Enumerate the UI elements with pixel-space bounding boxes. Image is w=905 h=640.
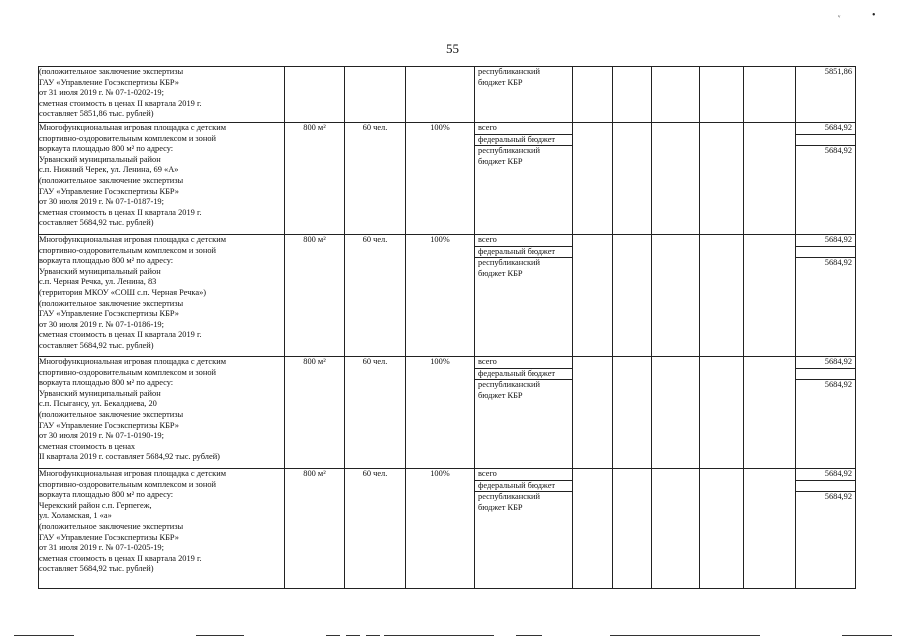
table-row [39, 235, 856, 357]
empty-cell [652, 67, 700, 123]
funding-source-republic: республиканский бюджет КБР [478, 380, 540, 400]
scan-artifact-line [14, 635, 74, 636]
funding-source-republic: республиканский бюджет КБР [478, 146, 540, 166]
empty-cell [652, 357, 700, 469]
scan-artifact-line [196, 635, 244, 636]
empty-cell [744, 67, 796, 123]
funding-source-federal: федеральный бюджет [475, 369, 572, 381]
funding-source-republic: республиканский бюджет КБР [478, 258, 540, 278]
scan-artifact-line [610, 635, 760, 636]
capacity-cell: 60 чел. [345, 235, 406, 357]
object-description: Многофункциональная игровая площадка с детским спортивно-оздоровительным комплексом и зоной воркаута площадью 800 м² по адресу: Урванский муниципальный район с.п. Нижний Черек, ул. Ленина, 69 «А» (положительное заключение экспертизы ГАУ «Управление Госэкспертизы КБР» от 30 июля 2019 г. № 07-1-0187-19; сметная стоимость в ценах II квартала 2019 г. составляет 5684,92 тыс. рублей) [39, 123, 285, 235]
amount-federal [796, 135, 855, 147]
area-cell: 800 м² [285, 123, 345, 235]
table-row [39, 357, 856, 469]
table-row [39, 469, 856, 589]
empty-cell [613, 357, 652, 469]
empty-cell [652, 123, 700, 235]
amount-cell [796, 357, 856, 469]
readiness-cell: 100% [406, 123, 475, 235]
capacity-cell: 60 чел. [345, 123, 406, 235]
scan-mark-right: • [872, 10, 876, 21]
funding-source-cell [475, 123, 573, 235]
object-description: Многофункциональная игровая площадка с детским спортивно-оздоровительным комплексом и зоной воркаута площадью 800 м² по адресу: Черекский район с.п. Герпегеж, ул. Холамская, 1 «а» (положительное заключение экспертизы ГАУ «Управление Госэкспертизы КБР» от 31 июля 2019 г. № 07-1-0205-19; сметная стоимость в ценах II квартала 2019 г. составляет 5684,92 тыс. рублей) [39, 469, 285, 589]
empty-cell [573, 123, 613, 235]
scan-artifact-line [842, 635, 892, 636]
empty-cell [700, 67, 744, 123]
funding-source-total: всего [475, 235, 572, 247]
scan-artifact-line [326, 635, 340, 636]
funding-source-cell [475, 67, 573, 123]
funding-source-cell [475, 357, 573, 469]
funding-source-federal: федеральный бюджет [475, 135, 572, 147]
object-description: Многофункциональная игровая площадка с детским спортивно-оздоровительным комплексом и зоной воркаута площадью 800 м² по адресу: Урванский муниципальный район с.п. Псыгансу, ул. Бекалдиева, 20 (положительное заключение экспертизы ГАУ «Управление Госэкспертизы КБР» от 30 июля 2019 г. № 07-1-0190-19; сметная стоимость в ценах II квартала 2019 г. составляет 5684,92 тыс. рублей) [39, 357, 285, 469]
area-cell: 800 м² [285, 357, 345, 469]
amount-republic: 5684,92 [824, 146, 852, 156]
funding-source-total: всего [475, 123, 572, 135]
amount-cell [796, 469, 856, 589]
amount-cell [796, 235, 856, 357]
amount-cell [796, 123, 856, 235]
scan-artifact-line [366, 635, 380, 636]
readiness-cell [406, 67, 475, 123]
funding-source-federal: федеральный бюджет [475, 481, 572, 493]
amount-total: 5684,92 [796, 357, 855, 369]
empty-cell [744, 123, 796, 235]
empty-cell [744, 357, 796, 469]
amount-cell [796, 67, 856, 123]
table-row [39, 123, 856, 235]
area-cell: 800 м² [285, 469, 345, 589]
capacity-cell [345, 67, 406, 123]
empty-cell [700, 357, 744, 469]
capacity-cell: 60 чел. [345, 357, 406, 469]
scan-mark-left: ᵥ [838, 10, 841, 19]
empty-cell [573, 469, 613, 589]
amount-republic: 5684,92 [824, 380, 852, 390]
empty-cell [652, 235, 700, 357]
area-cell: 800 м² [285, 235, 345, 357]
readiness-cell: 100% [406, 357, 475, 469]
amount-federal [796, 369, 855, 381]
funding-source-cell [475, 235, 573, 357]
amount-republic: 5684,92 [824, 258, 852, 268]
table-row [39, 67, 856, 123]
amount-federal [796, 247, 855, 259]
funding-source-total: всего [475, 469, 572, 481]
object-description: (положительное заключение экспертизы ГАУ «Управление Госэкспертизы КБР» от 31 июля 2019 г. № 07-1-0202-19; сметная стоимость в ценах II квартала 2019 г. составляет 5851,86 тыс. рублей) [39, 67, 285, 123]
amount-total: 5684,92 [796, 123, 855, 135]
scan-artifact-line [346, 635, 360, 636]
amount-total: 5684,92 [796, 469, 855, 481]
funding-source-cell [475, 469, 573, 589]
empty-cell [573, 357, 613, 469]
empty-cell [652, 469, 700, 589]
readiness-cell: 100% [406, 469, 475, 589]
amount-republic: 5851,86 [824, 67, 852, 76]
amount-republic: 5684,92 [824, 492, 852, 502]
scan-artifact-line [516, 635, 542, 636]
page-number: 55 [446, 41, 459, 56]
budget-table [38, 66, 856, 589]
empty-cell [613, 67, 652, 123]
empty-cell [573, 67, 613, 123]
amount-federal [796, 481, 855, 493]
readiness-cell: 100% [406, 235, 475, 357]
empty-cell [744, 235, 796, 357]
area-cell [285, 67, 345, 123]
amount-total: 5684,92 [796, 235, 855, 247]
empty-cell [700, 123, 744, 235]
funding-source-federal: федеральный бюджет [475, 247, 572, 259]
empty-cell [700, 469, 744, 589]
object-description: Многофункциональная игровая площадка с детским спортивно-оздоровительным комплексом и зоной воркаута площадью 800 м² по адресу: Урванский муниципальный район с.п. Черная Речка, ул. Ленина, 83 (территория МКОУ «СОШ с.п. Черная Речка») (положительное заключение экспертизы ГАУ «Управление Госэкспертизы КБР» от 30 июля 2019 г. № 07-1-0186-19; сметная стоимость в ценах II квартала 2019 г. составляет 5684,92 тыс. рублей) [39, 235, 285, 357]
empty-cell [613, 235, 652, 357]
funding-source-republic: республиканский бюджет КБР [478, 67, 540, 87]
scan-artifact-line [384, 635, 494, 636]
funding-source-total: всего [475, 357, 572, 369]
empty-cell [700, 235, 744, 357]
empty-cell [613, 469, 652, 589]
capacity-cell: 60 чел. [345, 469, 406, 589]
funding-source-republic: республиканский бюджет КБР [478, 492, 540, 512]
empty-cell [613, 123, 652, 235]
empty-cell [573, 235, 613, 357]
empty-cell [744, 469, 796, 589]
